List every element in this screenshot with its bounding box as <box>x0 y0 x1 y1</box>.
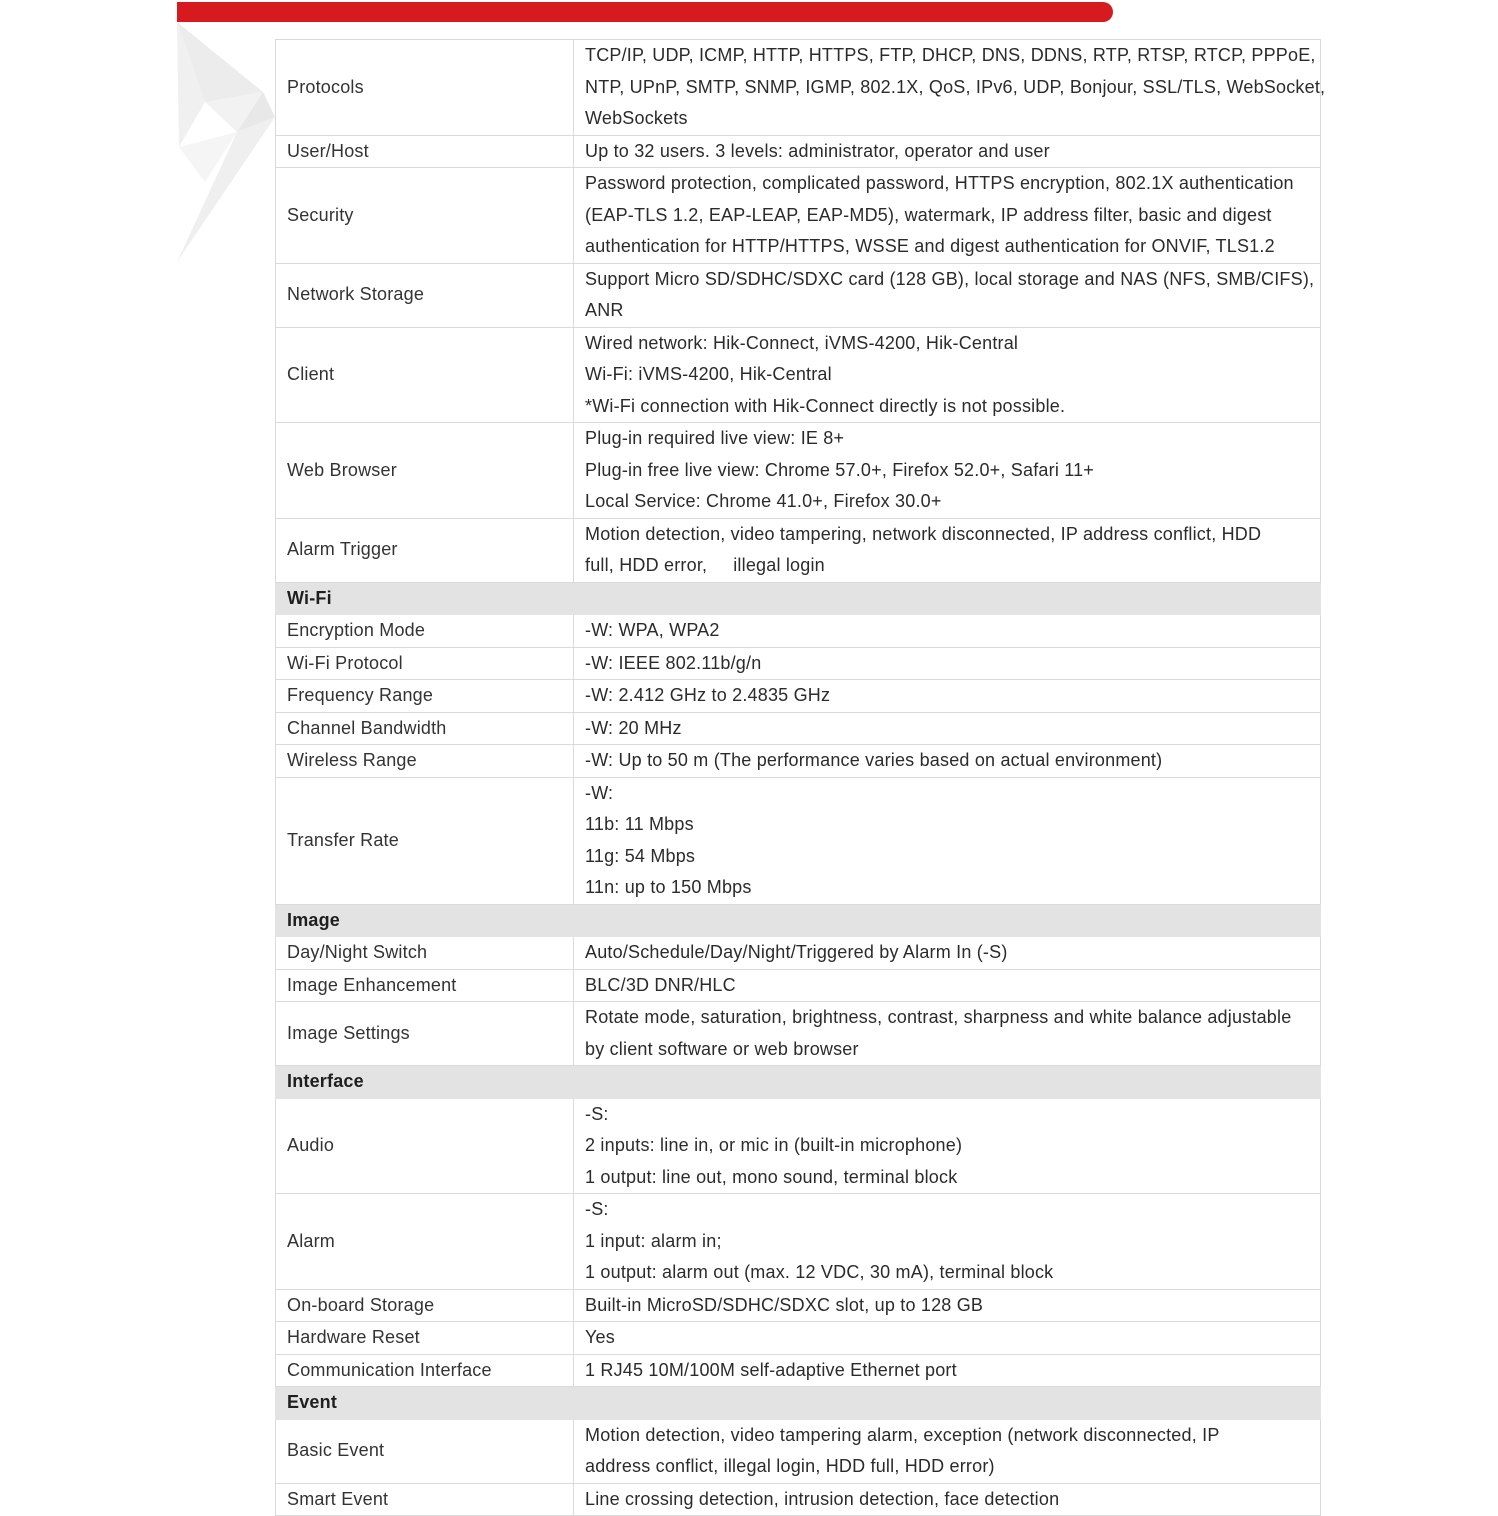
spec-value <box>574 1194 1321 1290</box>
spec-value <box>574 40 1326 136</box>
spec-value <box>574 647 1321 680</box>
spec-value-line: 1 RJ45 10M/100M self-adaptive Ethernet port <box>585 1359 957 1380</box>
spec-value <box>574 1354 1321 1387</box>
spec-row <box>276 40 1321 136</box>
spec-value <box>574 745 1321 778</box>
spec-value-line: 2 inputs: line in, or mic in (built-in microphone) <box>585 1135 963 1155</box>
spec-value <box>574 1483 1321 1516</box>
spec-value-line: Motion detection, video tampering, network disconnected, IP address conflict, HDD <box>585 523 1262 544</box>
spec-row <box>276 1354 1321 1387</box>
spec-value <box>574 1098 1321 1194</box>
section-title: Wi-Fi <box>276 582 1321 615</box>
spec-label: Wireless Range <box>276 745 574 778</box>
spec-row <box>276 1194 1321 1290</box>
spec-value-line: full, HDD error, illegal login <box>585 555 825 575</box>
spec-value-line: -W: 2.412 GHz to 2.4835 GHz <box>585 685 831 705</box>
spec-value <box>574 135 1321 168</box>
spec-label: Communication Interface <box>276 1354 574 1387</box>
spec-label: Image Enhancement <box>276 969 574 1002</box>
spec-row <box>276 647 1321 680</box>
spec-value-line: Auto/Schedule/Day/Night/Triggered by Alarm In (-S) <box>585 942 1008 962</box>
spec-value-line: Local Service: Chrome 41.0+, Firefox 30.0+ <box>585 491 942 511</box>
spec-value-line: TCP/IP, UDP, ICMP, HTTP, HTTPS, FTP, DHCP, DNS, DDNS, RTP, RTSP, RTCP, PPPoE, <box>585 45 1316 65</box>
spec-value-line: (EAP-TLS 1.2, EAP-LEAP, EAP-MD5), watermark, IP address filter, basic and digest <box>585 204 1272 225</box>
spec-value <box>574 937 1321 970</box>
brand-watermark-graphic <box>175 22 275 267</box>
spec-value <box>574 680 1321 713</box>
spec-row <box>276 135 1321 168</box>
spec-value <box>574 423 1321 519</box>
spec-value-line: 11g: 54 Mbps <box>585 845 696 866</box>
spec-label: Hardware Reset <box>276 1322 574 1355</box>
spec-value-line: 1 output: alarm out (max. 12 VDC, 30 mA), terminal block <box>585 1262 1054 1282</box>
spec-value-line: authentication for HTTP/HTTPS, WSSE and digest authentication for ONVIF, TLS1.2 <box>585 236 1275 256</box>
spec-row <box>276 680 1321 713</box>
spec-row <box>276 168 1321 264</box>
spec-label: Client <box>276 327 574 423</box>
spec-value-line: ANR <box>585 300 624 320</box>
spec-value-line: -S: <box>585 1199 609 1219</box>
spec-value-line: BLC/3D DNR/HLC <box>585 974 736 995</box>
spec-table-body <box>276 40 1326 1516</box>
spec-value-line: Rotate mode, saturation, brightness, contrast, sharpness and white balance adjustable <box>585 1007 1292 1027</box>
spec-value-line: address conflict, illegal login, HDD full, HDD error) <box>585 1456 995 1476</box>
spec-value-line: *Wi-Fi connection with Hik-Connect directly is not possible. <box>585 395 1066 416</box>
spec-row <box>276 1483 1321 1516</box>
spec-value <box>574 263 1321 327</box>
spec-value-line: -W: IEEE 802.11b/g/n <box>585 652 762 673</box>
spec-label: Channel Bandwidth <box>276 712 574 745</box>
spec-label: Basic Event <box>276 1419 574 1483</box>
spec-value-line: Yes <box>585 1327 615 1347</box>
spec-label: User/Host <box>276 135 574 168</box>
spec-label: Web Browser <box>276 423 574 519</box>
spec-row <box>276 937 1321 970</box>
spec-value <box>574 327 1321 423</box>
spec-row <box>276 1419 1321 1483</box>
header-accent-bar <box>177 2 1113 22</box>
spec-label: Network Storage <box>276 263 574 327</box>
spec-value-line: Wi-Fi: iVMS-4200, Hik-Central <box>585 364 832 384</box>
section-title: Image <box>276 904 1321 937</box>
spec-value-line: -W: <box>585 782 614 803</box>
spec-value-line: 11b: 11 Mbps <box>585 814 694 834</box>
spec-label: Image Settings <box>276 1002 574 1066</box>
spec-label: Day/Night Switch <box>276 937 574 970</box>
section-header <box>276 904 1321 937</box>
spec-row <box>276 712 1321 745</box>
spec-value-line: Up to 32 users. 3 levels: administrator, operator and user <box>585 140 1050 161</box>
spec-value-line: 1 output: line out, mono sound, terminal block <box>585 1166 958 1187</box>
spec-row <box>276 969 1321 1002</box>
spec-value-line: NTP, UPnP, SMTP, SNMP, IGMP, 802.1X, QoS, IPv6, UDP, Bonjour, SSL/TLS, WebSocket, <box>585 76 1326 97</box>
spec-label: On-board Storage <box>276 1289 574 1322</box>
spec-value <box>574 615 1321 648</box>
spec-value-line: 11n: up to 150 Mbps <box>585 877 752 897</box>
spec-label: Alarm Trigger <box>276 518 574 582</box>
spec-value-line: -S: <box>585 1103 609 1124</box>
spec-label: Encryption Mode <box>276 615 574 648</box>
spec-value-line: Support Micro SD/SDHC/SDXC card (128 GB), local storage and NAS (NFS, SMB/CIFS), <box>585 268 1315 289</box>
spec-label: Protocols <box>276 40 574 136</box>
spec-label: Audio <box>276 1098 574 1194</box>
spec-row <box>276 615 1321 648</box>
spec-row <box>276 423 1321 519</box>
spec-value-line: 1 input: alarm in; <box>585 1230 722 1251</box>
section-header <box>276 582 1321 615</box>
spec-label: Smart Event <box>276 1483 574 1516</box>
spec-value-line: Built-in MicroSD/SDHC/SDXC slot, up to 128 GB <box>585 1294 984 1315</box>
section-title: Interface <box>276 1066 1321 1099</box>
spec-value <box>574 1002 1321 1066</box>
section-header <box>276 1066 1321 1099</box>
spec-value-line: Password protection, complicated password, HTTPS encryption, 802.1X authentication <box>585 173 1294 193</box>
spec-label: Wi-Fi Protocol <box>276 647 574 680</box>
spec-value-line: Line crossing detection, intrusion detection, face detection <box>585 1488 1060 1509</box>
section-header <box>276 1387 1321 1420</box>
spec-row <box>276 1322 1321 1355</box>
spec-value <box>574 712 1321 745</box>
spec-value-line: Wired network: Hik-Connect, iVMS-4200, Hik-Central <box>585 332 1019 353</box>
spec-row <box>276 327 1321 423</box>
spec-label: Frequency Range <box>276 680 574 713</box>
spec-row <box>276 1002 1321 1066</box>
spec-label: Transfer Rate <box>276 777 574 904</box>
spec-value <box>574 969 1321 1002</box>
spec-row <box>276 1289 1321 1322</box>
spec-value-line: Plug-in required live view: IE 8+ <box>585 428 845 448</box>
spec-row <box>276 777 1321 904</box>
spec-value <box>574 1322 1321 1355</box>
spec-value-line: WebSockets <box>585 108 688 128</box>
spec-value <box>574 1419 1321 1483</box>
spec-value-line: -W: WPA, WPA2 <box>585 620 720 640</box>
spec-value <box>574 1289 1321 1322</box>
spec-row <box>276 263 1321 327</box>
spec-value-line: -W: 20 MHz <box>585 717 682 738</box>
spec-label: Security <box>276 168 574 264</box>
spec-row <box>276 1098 1321 1194</box>
spec-value <box>574 168 1321 264</box>
spec-value-line: Plug-in free live view: Chrome 57.0+, Firefox 52.0+, Safari 11+ <box>585 459 1095 480</box>
spec-row <box>276 518 1321 582</box>
section-title: Event <box>276 1387 1321 1420</box>
spec-value-line: by client software or web browser <box>585 1038 859 1059</box>
spec-value-line: Motion detection, video tampering alarm, exception (network disconnected, IP <box>585 1424 1220 1445</box>
spec-label: Alarm <box>276 1194 574 1290</box>
spec-row <box>276 745 1321 778</box>
spec-table <box>275 39 1326 1516</box>
spec-value-line: -W: Up to 50 m (The performance varies based on actual environment) <box>585 750 1163 770</box>
spec-value <box>574 777 1321 904</box>
spec-value <box>574 518 1321 582</box>
